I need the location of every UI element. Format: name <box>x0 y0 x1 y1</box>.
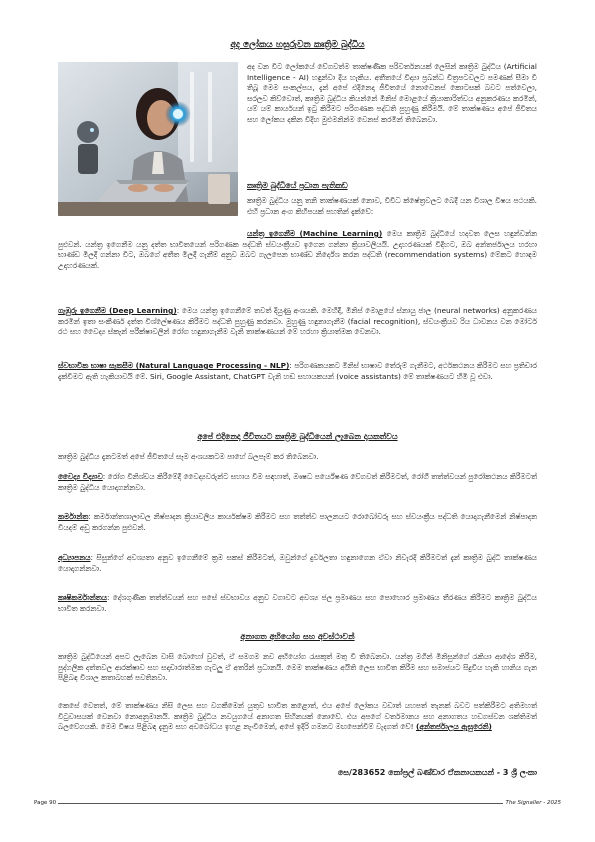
ml-term: යන්ත්‍ර ඉගෙනීම (Machine Learning) <box>247 229 383 238</box>
section3-paragraph-1: කෘත්‍රිම බුද්ධියෙන් අපට ලැබෙන වාසි බොහෝ වුවත්, ඒ සමගම නව අභියෝග රැසකුත් මතු වී තිබෙනවා. යන්ත්‍ර මගින් මිනිසුන්ගේ රැකියා ආදේශ කිරීම, පුද්ගලික දත්තවල ආරක්ෂාව සහ සදාචාරාත්මක ගැටලු ඒ අතරින් ප්‍රධානයි. මෙම තාක්ෂණය අයිති ලෙස භාවිත කිරීම සහ සමාජයට සිදුවිය හැකි හානිය ගැන පිළිබඳ විශාල කතාබහක් පවතිනවා. <box>58 652 537 683</box>
intro-paragraph: අද වන විට ලෝකයේ වේගවත්ම තාක්ෂණික පරිවර්තනයක් ලෙසින් කෘත්‍රිම බුද්ධිය (Artificial Intelligence - AI) හඳුන්වා දිය හැකිය. අතීතයේ විද්‍යා ප්‍රබන්ධ චිත්‍රපටවලට පමණක් සීමා වී තිබූ මෙම සංකල්පය, දැන් අපේ එදිනෙදා ජීවිතයේ නොවෙනස් කොටසක් බවට පත්වෙලා, සරලව කිව්වොත්, කෘත්‍රිම බුද්ධිය කියන්නේ මිනිස් මොළයේ ක්‍රියාකාරිත්වය අනුකරණය කරමින්, යම් යම් කාර්යයන් ඉටු කිරීමට පරිගණක පද්ධති පුහුණු කිරීමයි. මේ තාක්ෂණය අපේ ජීවිතය සහ ලෝකය දකින විදිහ මුළුමනින්ම වෙනස් කරමින් තිබෙනවා. <box>247 62 537 124</box>
education-term: අධ්‍යාපනය <box>58 553 91 562</box>
medical-text: : රෝග විනිශ්චය කිරීමේදී වෛද්‍යවරුන්ට සහාය වීම සඳහාත්, ඖෂධ පර්යේෂණ වේගවත් කිරීමටත්, රෝගී තත්ත්වයන් පුරෝකථනය කිරීමටත් කෘත්‍රිම බුද්ධිය යොදාගන්නවා. <box>58 472 537 492</box>
ml-text: මෙය කෘත්‍රිම බුද්ධියේ හදවත ලෙස හඳුන්වන්න පුළුවන්. යන්ත්‍ර ඉගෙනීම යනු දත්ත භාවිතයෙන් පරිගණක පද්ධති ස්වයංක්‍රීයව ඉගෙන ගන්නා ක්‍රියාවලියයි. උදාහරණයක් විදිහට, ඔබ අන්තර්ජාලය හරහා භාණ්ඩ මිලදී ගන්නා විට, ඔබගේ අතීත මිලදී ගැනීම් අනුව ඔබට ගැලපෙන භාණ්ඩ නිර්දේශ කරන පද්ධති (recommendation systems) මේකට හොඳම උදාහරණයක්. <box>58 229 537 270</box>
woman-with-laptop-ai-illustration <box>58 62 238 216</box>
footer-page-number: Page 90 <box>34 800 57 806</box>
medical-term: වෛද්‍ය විද්‍යාව <box>58 472 103 481</box>
agriculture-paragraph <box>58 593 537 614</box>
footer-publication: The Signaller - 2025 <box>505 800 561 806</box>
section1-heading: කෘත්‍රිම බුද්ධියේ ප්‍රධාන පැතිකඩ <box>247 181 348 190</box>
section3-paragraph-2-text: කෙසේ වෙතත්, මේ තාක්ෂණය නිසි ලෙස සහ වගකීමෙන් යුතුව භාවිත කළොත්, එය අපේ ලෝකය වඩාත් යහපත් තැනක් බවට පත්කිරීමට අතිමහත් විටුවාසයක් වෙනවා නොඅනුමානයි. කෘත්‍රිම බුද්ධිය නවයුගයේ අනාගත සිහිනයක් නොවේ. එය අපගේ වර්තමානය සහ අනාගතය හඩගස්වන ශක්තිමත් බලවේගයකි. මෙම විෂය පිළිබඳ දැනුම සහ අවබෝධය ඉහළ නැංවීමෙන්, අපේ ඉදිරි ගමනට මඟපෙන්වීම් වැදගත් වේ! <box>58 701 537 732</box>
agriculture-text: : දේශගුණික තත්ත්වයන් සහ පසේ ස්වභාවය අනුව වගාවට අවශ්‍ය ජල ප්‍රමාණය සහ පොහොර ප්‍රමාණය තීරණය කිරීමට කෘත්‍රිම බුද්ධිය භාවිත කරනවා. <box>58 593 537 613</box>
footer-divider <box>34 803 561 804</box>
nlp-term: ස්වභාවික භාෂා සැකසීම (Natural Language Processing - NLP) <box>58 361 290 370</box>
nlp-paragraph <box>58 361 537 382</box>
section1-text: කෘත්‍රිම බුද්ධිය යනු තනි තාක්ෂණයක් නොව, විවිධ ක්ෂේත්‍රවලට බෙදී යන විශාල විෂය පථයකි. එහි ප්‍රධාන අංග කිහිපයක් පහතින් දැක්වේ: <box>247 196 537 216</box>
section2-heading: අපේ එදිනෙදා ජීවිතයට කෘත්‍රිම බුද්ධියෙන් ලැබෙන දායකත්වය <box>197 432 398 441</box>
source-note: (අන්තර්ජාලය ඇසුරෙනි) <box>415 722 492 732</box>
dl-text: : මෙය යන්ත්‍ර ඉගෙනීමේ තවත් දියුණු අංශයකි. මෙහිදී, මිනිස් මොළයේ ස්නායු ජාල (neural networks) අනුකරණය කරමින් ඉතා සංකීර්ණ දත්ත විශ්ලේෂණය කිරීමට පද්ධති පුහුණු කරනවා. මුහුණු හඳුනාගැනීම (facial recognition), ස්වයංක්‍රීයව රිය ධාවනය වන මෝටර් රථ සහ වෛද්‍ය ස්කෑන් පරීක්ෂාවලින් රෝග හඳුනාගැනීම වැනි තාක්ෂණයන් මේ හරහා ක්‍රියාත්මක වෙනවා. <box>58 306 537 337</box>
education-text: : සිසුන්ගේ අවශ්‍යතා අනුව ඉගෙනීමේ ක්‍රම සකස් කිරීමටත්, ඔවුන්ගේ දුර්වලතා හඳුනාගෙන ඒවා නිවැරදි කිරීමටත් දැන් කෘත්‍රිම බුද්ධි තාක්ෂණය යොදාගන්නවා. <box>58 553 537 573</box>
industry-text: : කර්මාන්තශාලාවල නිෂ්පාදන ක්‍රියාවලිය කාර්යක්ෂම කිරීමට සහ තත්ත්ව පාලනයට රොබෝවරු සහ ස්වයංක්‍රීය පද්ධති යොදාගැනීමෙන් නිෂ්පාදන වියදම් අඩු කරගන්න පුළුවන්. <box>58 512 537 532</box>
section2-intro: කෘත්‍රිම බුද්ධිය දැනටමත් අපේ ජීවිතයේ සෑම අංශයකටම පාහේ බලපෑම් කර තිබෙනවා. <box>58 452 319 461</box>
author-line: සෙ/283652 කෝප්‍රල් බණ්ඩාර ඒකනායකයන් - 3 ශ්‍රී ලංකා <box>337 768 537 777</box>
section3-heading: අනාගත අභියෝග සහ අවස්ථාවන් <box>240 632 355 641</box>
education-paragraph <box>58 553 537 574</box>
hero-image <box>58 62 238 216</box>
industry-paragraph <box>58 512 537 533</box>
dl-paragraph <box>58 306 537 338</box>
nlp-text: : පරිගණකයකට මිනිස් භාෂාව තේරුම් ගැනීමට, අර්ථකථනය කිරීමට සහ ප්‍රතිචාර දැක්වීමට ඇති හැකියාවයි මේ. Siri, Google Assistant, ChatGPT වැනි හඬ සහායකයන් (voice assistants) මේ තාක්ෂණයට හිමි වූ එවා. <box>58 361 538 381</box>
ml-paragraph <box>58 229 537 271</box>
article-title: අද ලෝකය හසුරුවන කෘත්‍රිම බුද්ධිය <box>230 40 365 50</box>
agriculture-term: කෘෂිකර්මාන්තය <box>58 593 107 602</box>
industry-term: කර්මාන්ත <box>58 512 89 521</box>
dl-term: ගැඹුරු ඉගෙනීම (Deep Learning) <box>58 306 177 315</box>
section3-paragraph-2 <box>58 701 537 733</box>
medical-paragraph <box>58 472 537 493</box>
